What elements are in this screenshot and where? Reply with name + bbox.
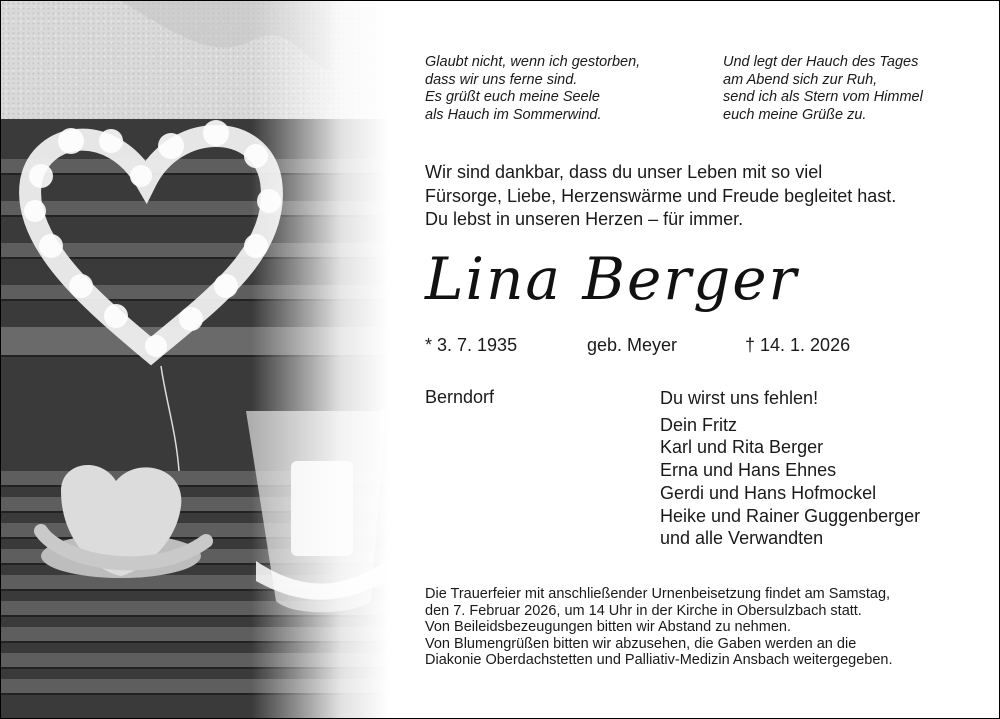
- notice-line: den 7. Februar 2026, um 14 Uhr in der Kirche in Obersulzbach statt.: [425, 602, 862, 619]
- poem-line: dass wir uns ferne sind.: [425, 71, 578, 88]
- birth-date: * 3. 7. 1935: [425, 335, 518, 355]
- poem-line: euch meine Grüße zu.: [723, 106, 867, 123]
- notice-line: Diakonie Oberdachstetten und Palliativ-Medizin Ansbach weitergegeben.: [425, 652, 893, 669]
- poem-line: am Abend sich zur Ruh,: [723, 71, 878, 88]
- funeral-notice: [425, 586, 893, 669]
- poem-line: send ich als Stern vom Himmel: [723, 89, 923, 105]
- intro-line: Fürsorge, Liebe, Herzenswärme und Freude begleitet hast.: [425, 185, 897, 206]
- death-date: † 14. 1. 2026: [745, 335, 851, 355]
- intro-text: [425, 161, 896, 232]
- notice-line: Von Blumengrüßen bitten wir abzusehen, die Gaben werden an die: [425, 635, 857, 652]
- mourner-name: Gerdi und Hans Hofmockel: [660, 482, 877, 503]
- mourner-name: Karl und Rita Berger: [660, 437, 824, 458]
- intro-line: Du lebst in unseren Herzen – für immer.: [425, 209, 744, 229]
- mourner-name: Erna und Hans Ehnes: [660, 460, 837, 481]
- poem-left-column: [425, 54, 640, 124]
- mourner-name: und alle Verwandten: [660, 528, 824, 549]
- memorial-photo: [1, 1, 421, 718]
- poem-line: Es grüßt euch meine Seele: [425, 89, 600, 105]
- mourner-name: Heike und Rainer Guggenberger: [660, 505, 921, 526]
- deceased-name: Lina Berger: [425, 245, 799, 313]
- mourner-name: Dein Fritz: [660, 414, 738, 435]
- poem-line: Glaubt nicht, wenn ich gestorben,: [425, 54, 641, 70]
- maiden-name: geb. Meyer: [587, 335, 678, 355]
- mourners-list: [660, 387, 920, 550]
- notice-line: Von Beileidsbezeugungen bitten wir Abstand zu nehmen.: [425, 619, 791, 636]
- notice-line: Die Trauerfeier mit anschließender Urnenbeisetzung findet am Samstag,: [425, 586, 891, 602]
- intro-line: Wir sind dankbar, dass du unser Leben mit so viel: [425, 162, 823, 182]
- poem-line: als Hauch im Sommerwind.: [425, 106, 602, 123]
- poem-right-column: [723, 54, 923, 124]
- place-of-residence: Berndorf: [425, 387, 495, 407]
- photo-fade-overlay: [1, 1, 421, 718]
- poem-line: Und legt der Hauch des Tages: [723, 54, 919, 70]
- mourners-headline: Du wirst uns fehlen!: [660, 388, 819, 408]
